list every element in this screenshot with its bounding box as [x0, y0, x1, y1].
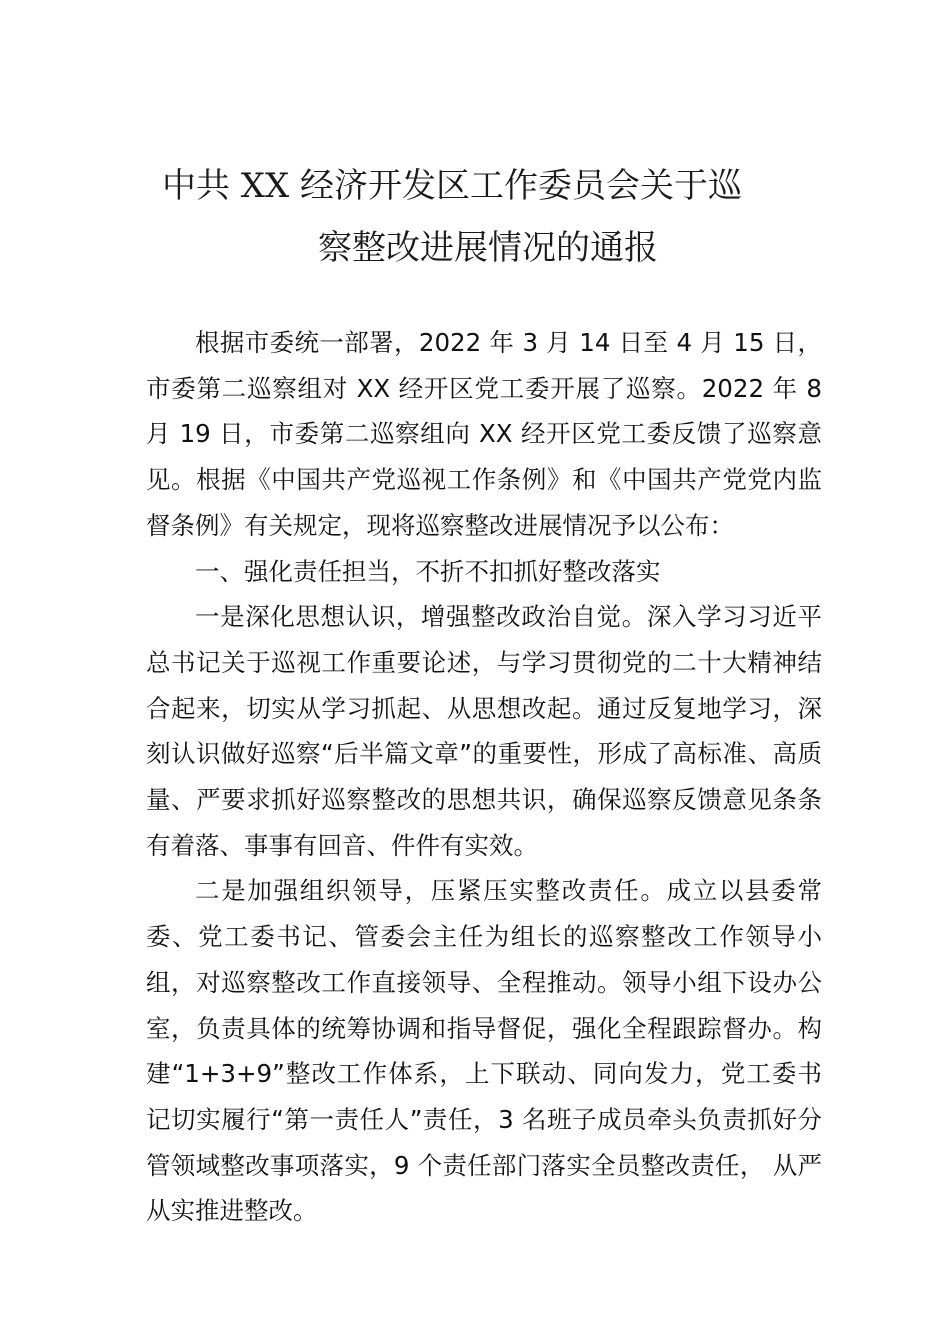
- section-heading-1: 一、强化责任担当，不折不扣抓好整改落实: [195, 556, 661, 586]
- document-body: [146, 320, 822, 1234]
- document-title-line-1: 中共 XX 经济开发区工作委员会关于巡: [162, 166, 743, 206]
- document-title-line-2: 察整改进展情况的通报: [318, 228, 658, 268]
- paragraph-point-1: 一是深化思想认识，增强整改政治自觉。深入学习习近平总书记关于巡视工作重要论述，与学习贯彻党的二十大精神结合起来，切实从学习抓起、从思想改起。通过反复地学习，深刻认识做好巡察“后半篇文章”的重要性，形成了高标准、高质量、严要求抓好巡察整改的思想共识，确保巡察反馈意见条条有着落、事事有回音、件件有实效。: [146, 602, 822, 860]
- paragraph-point-2: 二是加强组织领导，压紧压实整改责任。成立以县委常委、党工委书记、管委会主任为组长的巡察整改工作领导小组，对巡察整改工作直接领导、全程推动。领导小组下设办公室，负责具体的统筹协调和指导督促，强化全程跟踪督办。构建“1+3+9”整改工作体系，上下联动、同向发力，党工委书记切实履行“第一责任人”责任，3 名班子成员牵头负责抓好分管领域整改事项落实，9 个责任部门落实全员整改责任， 从严从实推进整改。: [146, 876, 822, 1226]
- paragraph-intro: 根据市委统一部署，2022 年 3 月 14 日至 4 月 15 日，市委第二巡察组对 XX 经开区党工委开展了巡察。2022 年 8 月 19 日，市委第二巡察组向 XX 经开区党工委反馈了巡察意见。根据《中国共产党巡视工作条例》和《中国共产党党内监督条例》有关规定，现将巡察整改进展情况予以公布：: [146, 328, 822, 540]
